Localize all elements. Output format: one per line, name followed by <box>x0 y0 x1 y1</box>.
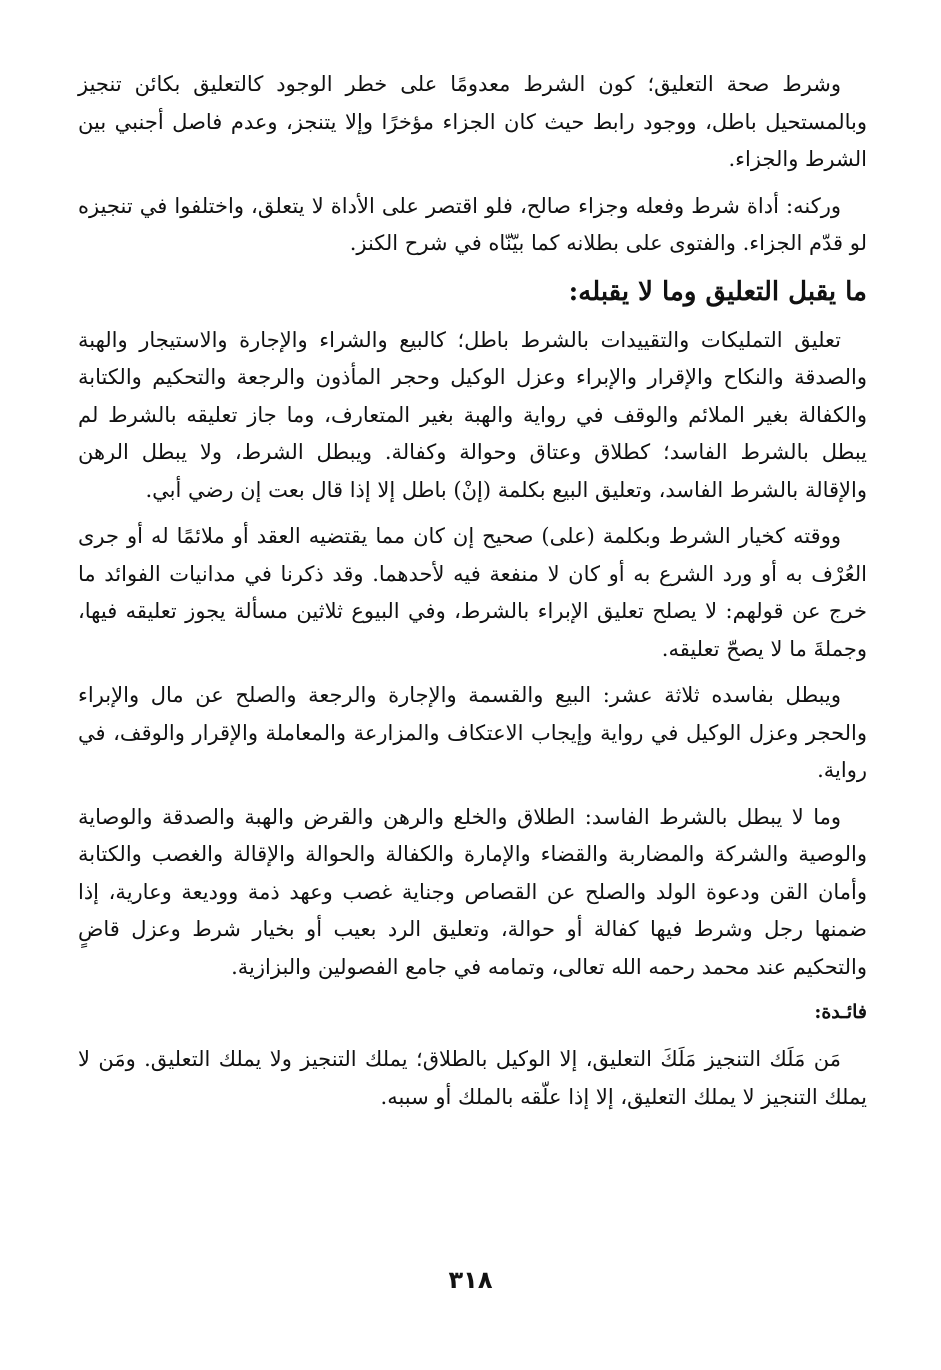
paragraph-timing: ووقته كخيار الشرط وبكلمة (على) صحيح إن كان مما يقتضيه العقد أو ملائمًا له أو جرى العُرْف به أو ورد الشرع به أو كان لا منفعة فيه لأحدهما. وقد ذكرنا في مدانيات الفوائد ما خرج عن قولهم: لا يصلح تعليق الإبراء بالشرط، وفي البيوع ثلاثين مسألة يجوز تعليقه فيها، وجملةَ ما لا يصحّ تعليقه. <box>78 524 867 661</box>
paragraph-not-voided: وما لا يبطل بالشرط الفاسد: الطلاق والخلع والرهن والقرض والهبة والصدقة والوصاية والوصية والشركة والمضاربة والقضاء والإمارة والكفالة والحوالة والإقالة والغصب والكتابة وأمان القن ودعوة الولد والصلح عن القصاص وجناية غصب وعهد ذمة ووديعة وعارية، إذا ضمنها رجل وشرط فيها كفالة أو حوالة، وتعليق الرد بعيب أو بخيار شرط وعزل قاضٍ والتحكيم عند محمد رحمه الله تعالى، وتمامه في جامع الفصولين والبزازية. <box>78 804 867 979</box>
paragraph-thirteen: ويبطل بفاسده ثلاثة عشر: البيع والقسمة والإجارة والرجعة والصلح عن مال والإبراء والحجر وعزل الوكيل في رواية وإيجاب الاعتكاف والمزارعة والمعاملة والإقرار والوقف، في رواية. <box>78 683 867 782</box>
paragraph-pillars: وركنه: أداة شرط وفعله وجزاء صالح، فلو اقتصر على الأداة لا يتعلق، واختلفوا في تنجيزه لو قدّم الجزاء. والفتوى على بطلانه كما بيّنّاه في شرح الكنز. <box>78 193 867 255</box>
paragraph-invalid-conditions: تعليق التمليكات والتقييدات بالشرط باطل؛ كالبيع والشراء والإجارة والاستيجار والهبة والصدقة والنكاح والإقرار والإبراء وعزل الوكيل وحجر المأذون والرجعة والتحكيم والكتابة والكفالة بغير الملائم والوقف في رواية والهبة بغير المتعارف، وما جاز تعليقه بالشرط لم يبطل بالشرط الفاسد؛ كطلاق وعتاق وحوالة وكفالة. ويبطل الشرط، ولا يبطل الرهن والإقالة بالشرط الفاسد، وتعليق البيع بكلمة (إنْ) باطل إلا إذا قال بعت إن رضي أبي. <box>78 327 868 502</box>
paragraph-note: مَن مَلَك التنجيز مَلَكَ التعليق، إلا الوكيل بالطلاق؛ يملك التنجيز ولا يملك التعليق. ومَن لا يملك التنجيز لا يملك التعليق، إلا إذا علّقه بالملك أو سببه. <box>78 1047 867 1109</box>
section-heading: ما يقبل التعليق وما لا يقبله: <box>568 276 867 307</box>
page-number: ٣١٨ <box>448 1266 493 1294</box>
paragraph-validity-conditions: وشرط صحة التعليق؛ كون الشرط معدومًا على خطر الوجود كالتعليق بكائن تنجيز وبالمستحيل باطل، ووجود رابط حيث كان الجزاء مؤخرًا وإلا يتنجز، وعدم فاصل أجنبي بين الشرط والجزاء. <box>78 72 867 171</box>
note-heading: فائـدة: <box>814 1001 867 1023</box>
